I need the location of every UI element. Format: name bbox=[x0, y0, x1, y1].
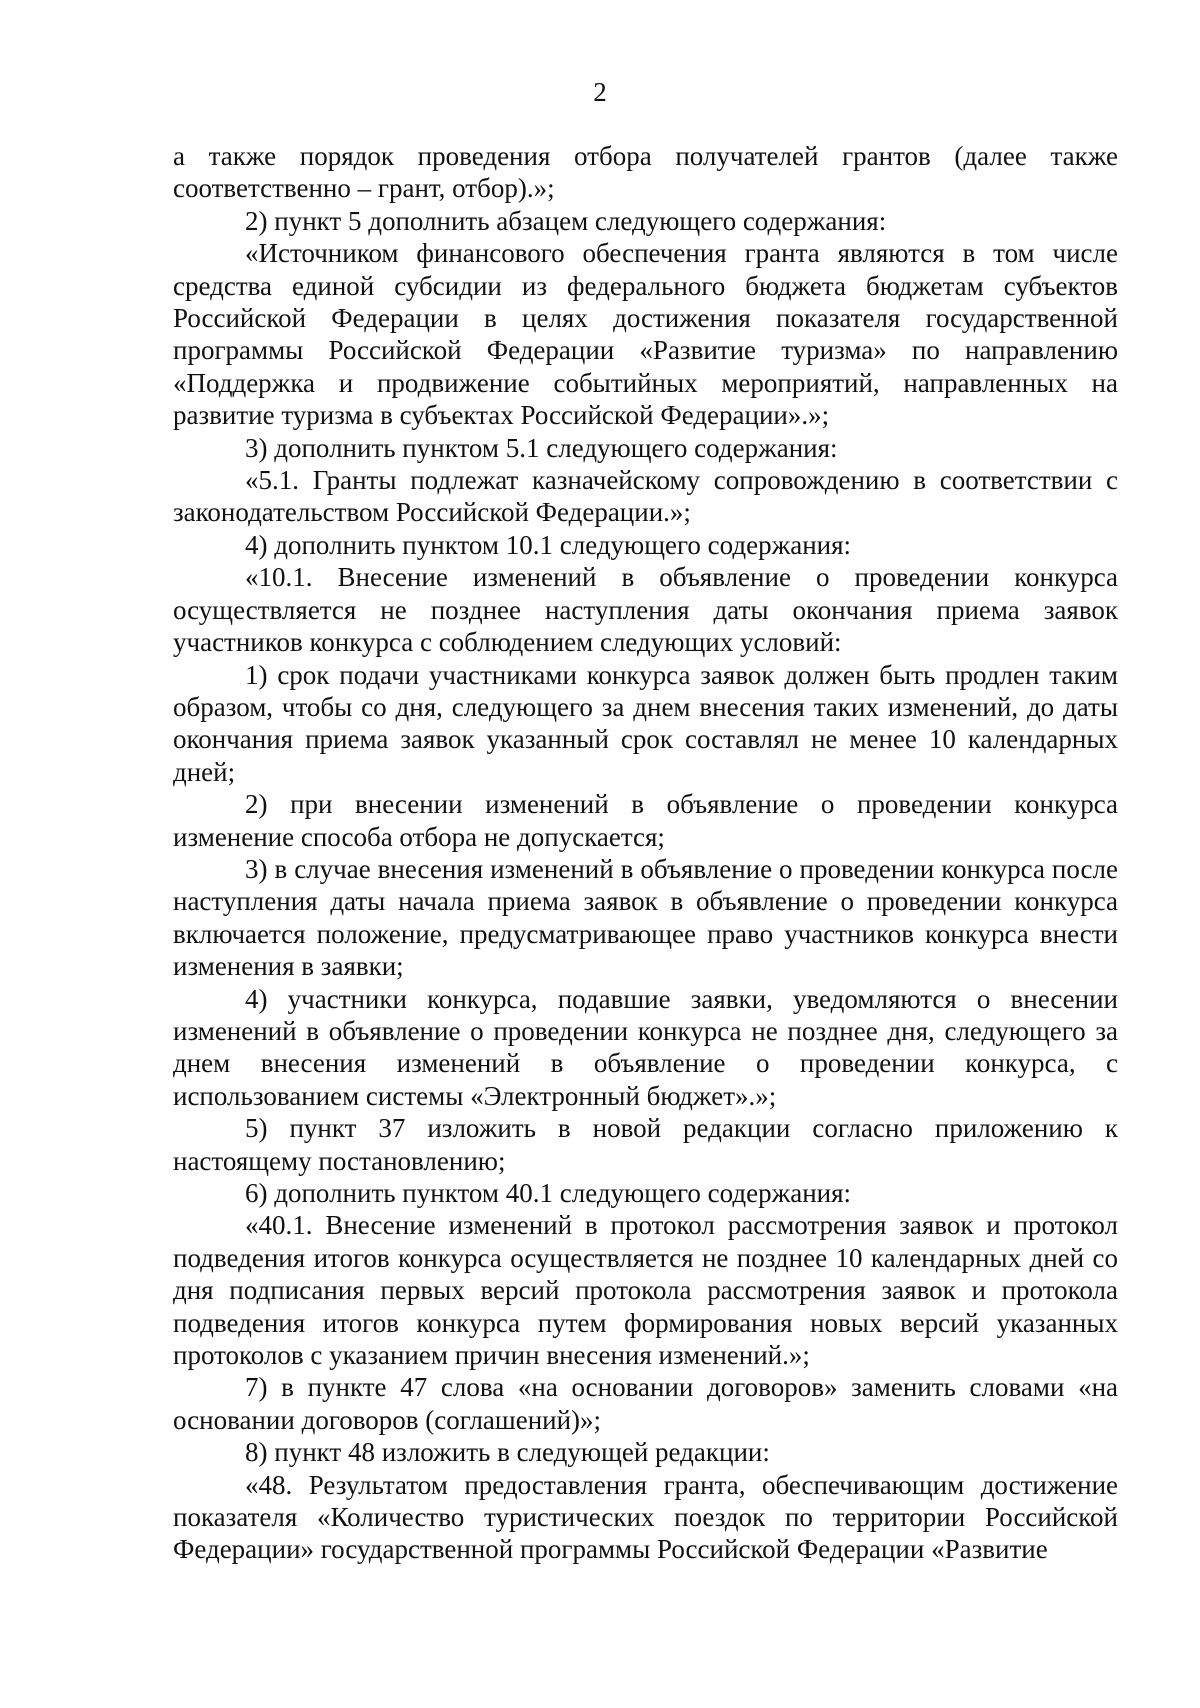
paragraph: 6) дополнить пунктом 40.1 следующего содержания: bbox=[245, 1178, 852, 1208]
paragraph: 4) дополнить пунктом 10.1 следующего содержания: bbox=[245, 529, 852, 560]
paragraph: «48. Результатом предоставления гранта, обеспечивающим достижение показателя «Количество туристических поездок по территории Российской Федерации» государственной программы Российской Федерации «Развитие bbox=[173, 1469, 1118, 1565]
paragraph: «40.1. Внесение изменений в протокол рассмотрения заявок и протокол подведения итогов конкурса осуществляется не позднее 10 календарных дней со дня подписания первых версий протокола рассмотрения заявок и протокола подведения итогов конкурса путем формирования новых версий указанных протоколов с указанием причин внесения изменений.»; bbox=[173, 1210, 1118, 1371]
paragraph: 5) пункт 37 изложить в новой редакции согласно приложению к настоящему постановлению; bbox=[173, 1113, 1118, 1176]
page-number: 2 bbox=[593, 77, 607, 107]
paragraph: «5.1. Гранты подлежат казначейскому сопровождению в соответствии с законодательством Российской Федерации.»; bbox=[173, 465, 1118, 528]
paragraph: 4) участники конкурса, подавшие заявки, уведомляются о внесении изменений в объявление о проведении конкурса не позднее дня, следующего за днем внесения изменений в объявление о проведении конкурса, с использованием системы «Электронный бюджет».»; bbox=[173, 983, 1118, 1111]
paragraph: 8) пункт 48 изложить в следующей редакции: bbox=[245, 1437, 770, 1468]
document-body bbox=[173, 140, 1118, 1566]
paragraph: а также порядок проведения отбора получателей грантов (далее также соответственно – грант, отбор).»; bbox=[173, 141, 1118, 204]
paragraph: 7) в пункте 47 слова «на основании договоров» заменить словами «на основании договоров (соглашений)»; bbox=[173, 1372, 1118, 1435]
paragraph: 1) срок подачи участниками конкурса заявок должен быть продлен таким образом, чтобы со дня, следующего за днем внесения таких изменений, до даты окончания приема заявок указанный срок составлял не менее 10 календарных дней; bbox=[173, 659, 1118, 787]
paragraph: «10.1. Внесение изменений в объявление о проведении конкурса осуществляется не позднее наступления даты окончания приема заявок участников конкурса с соблюдением следующих условий: bbox=[173, 562, 1118, 658]
paragraph: 2) пункт 5 дополнить абзацем следующего содержания: bbox=[245, 205, 887, 236]
paragraph: «Источником финансового обеспечения гранта являются в том числе средства единой субсидии из федерального бюджета бюджетам субъектов Российской Федерации в целях достижения показателя государственной программы Российской Федерации «Развитие туризма» по направлению «Поддержка и продвижение событийных мероприятий, направленных на развитие туризма в субъектах Российской Федерации».»; bbox=[173, 238, 1118, 431]
paragraph: 3) в случае внесения изменений в объявление о проведении конкурса после наступления даты начала приема заявок в объявление о проведении конкурса включается положение, предусматривающее право участников конкурса внести изменения в заявки; bbox=[173, 853, 1118, 982]
paragraph: 2) при внесении изменений в объявление о проведении конкурса изменение способа отбора не допускается; bbox=[173, 789, 1118, 852]
paragraph: 3) дополнить пунктом 5.1 следующего содержания: bbox=[245, 432, 838, 463]
